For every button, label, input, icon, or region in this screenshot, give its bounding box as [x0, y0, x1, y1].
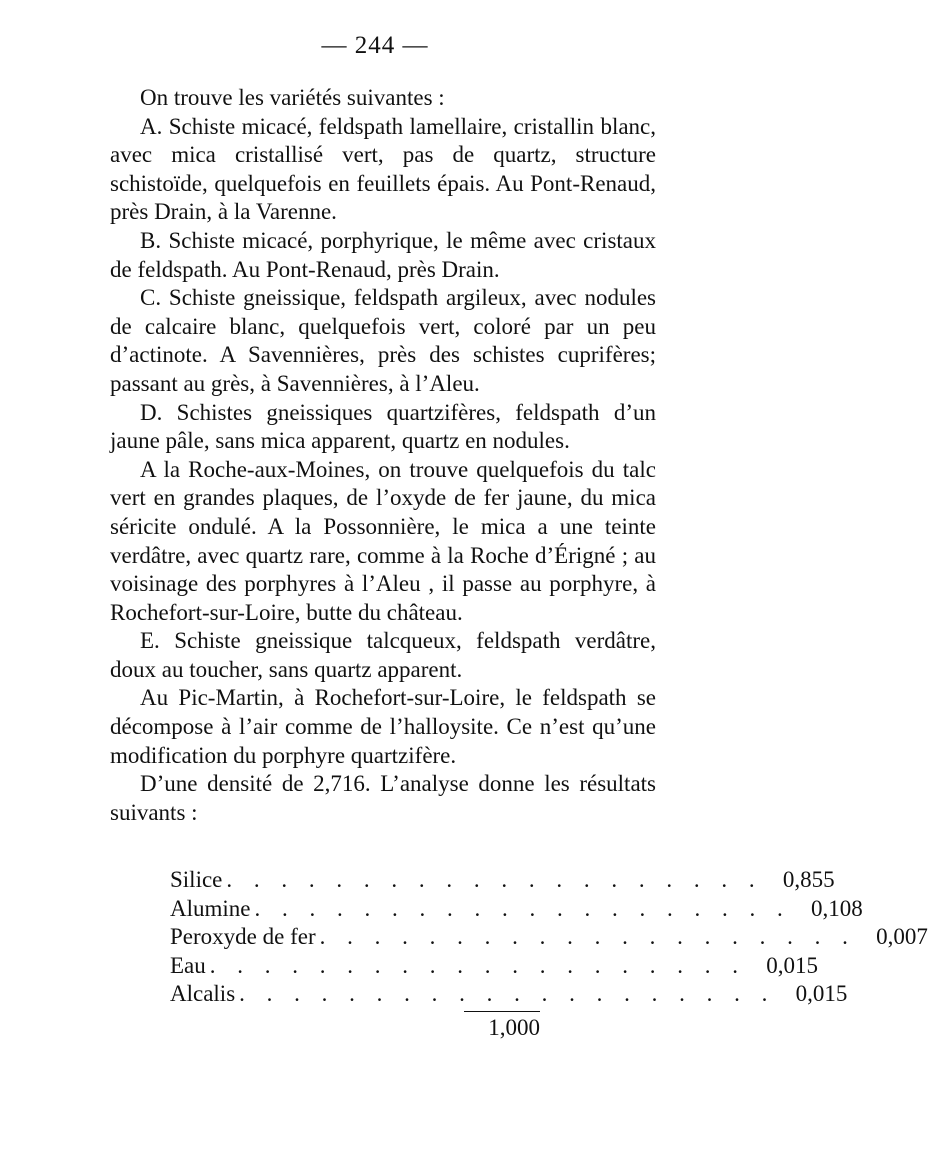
- variety-b-paragraph: B. Schiste micacé, porphyrique, le même avec cristaux de feldspath. Au Pont-Renaud, près Drain.: [110, 227, 656, 282]
- component-value: 0,015: [766, 952, 819, 978]
- variety-c-paragraph: C. Schiste gneissique, feldspath argileux, avec nodules de calcaire blanc, quelquefois vert, coloré par un peu d’actinote. A Savennières, près des schistes cuprifères; passant au grès, à Savennières, à l’Aleu.: [110, 285, 656, 396]
- component-label: Eau: [170, 952, 206, 978]
- table-row: [170, 866, 835, 895]
- table-row: [170, 895, 863, 924]
- leader-dots: . . . . . . . . . . . . . . . . . . . .: [226, 867, 763, 892]
- table-row: [170, 952, 819, 981]
- component-label: Silice: [170, 867, 223, 892]
- component-value: 0,015: [795, 981, 848, 1007]
- body-text: [110, 84, 656, 827]
- component-value: 0,855: [782, 867, 835, 892]
- sum-rule: [464, 1011, 540, 1013]
- page-number: — 244 —: [321, 32, 429, 59]
- leader-dots: . . . . . . . . . . . . . . . . . . . .: [239, 981, 776, 1007]
- component-value: 0,007: [876, 924, 928, 950]
- component-label: Alcalis: [170, 981, 236, 1007]
- sum-divider: [170, 1009, 540, 1013]
- leader-dots: . . . . . . . . . . . . . . . . . . . .: [319, 924, 856, 950]
- total-row: [170, 1013, 540, 1043]
- pic-martin-paragraph: Au Pic-Martin, à Rochefort-sur-Loire, le feldspath se décompose à l’air comme de l’halloysite. Ce n’est qu’une modification du porphyre quartzifère.: [110, 685, 656, 768]
- component-value: 0,108: [811, 895, 863, 921]
- component-label: Alumine: [170, 895, 251, 921]
- component-label: Peroxyde de fer: [170, 924, 316, 950]
- table-row: [170, 923, 928, 952]
- variety-e-paragraph: E. Schiste gneissique talcqueux, feldspath verdâtre, doux au toucher, sans quartz apparent.: [110, 628, 656, 682]
- leader-dots: . . . . . . . . . . . . . . . . . . . .: [209, 952, 747, 978]
- density-paragraph: D’une densité de 2,716. L’analyse donne les résultats suivants :: [110, 771, 656, 825]
- analysis-table: [170, 866, 928, 1043]
- intro-paragraph: On trouve les variétés suivantes :: [140, 85, 445, 110]
- table-row: [170, 980, 848, 1009]
- variety-d-paragraph: D. Schistes gneissiques quartzifères, feldspath d’un jaune pâle, sans mica apparent, quartz en nodules.: [110, 399, 656, 454]
- variety-a-paragraph: A. Schiste micacé, feldspath lamellaire, cristallin blanc, avec mica cristallisé vert, pas de quartz, structure schistoïde, quelquefois en feuillets épais. Au Pont-Renaud, près Drain, à la Varenne.: [110, 113, 656, 225]
- leader-dots: . . . . . . . . . . . . . . . . . . . .: [254, 895, 791, 921]
- roche-aux-moines-paragraph: A la Roche-aux-Moines, on trouve quelquefois du talc vert en grandes plaques, de l’oxyde de fer jaune, du mica séricite ondulé. A la Possonnière, le mica a une teinte verdâtre, avec quartz rare, comme à la Roche d’Érigné ; au voisinage des porphyres à l’Aleu , il passe au porphyre, à Rochefort-sur-Loire, butte du château.: [110, 456, 656, 625]
- total-value: 1,000: [488, 1015, 540, 1041]
